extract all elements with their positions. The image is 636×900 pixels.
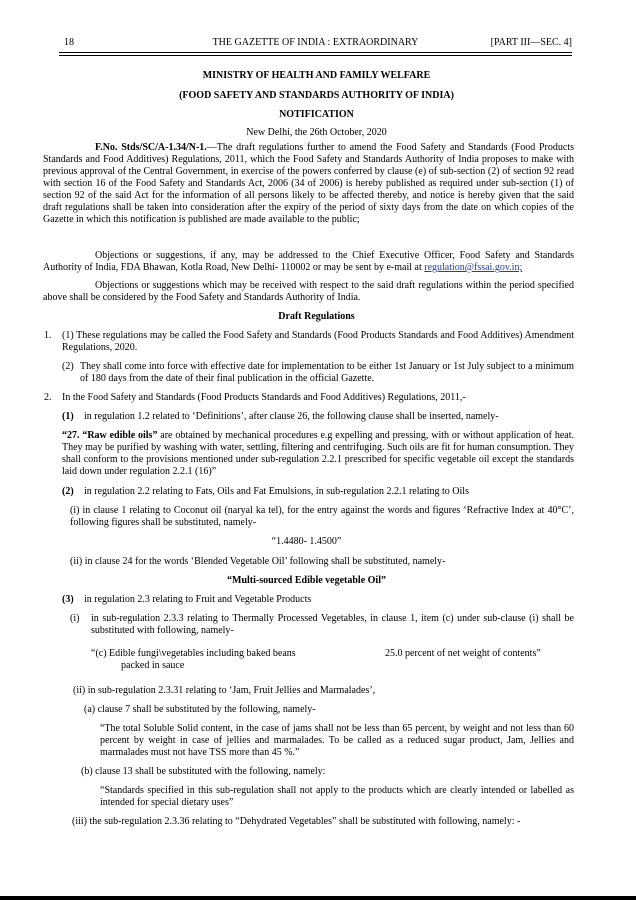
place-date: New Delhi, the 26th October, 2020 (246, 127, 387, 138)
part-section: [PART III—SEC. 4] (490, 37, 572, 48)
item-1-sub-2: They shall come into force with effective date for implementation to be either 1st January or 1st July subject to a minimum of 180 days from the date of their final publication in the official Gazette. (80, 361, 574, 384)
item-1-sub-2-number: (2) (62, 361, 74, 372)
clause-2-number: (2) (62, 486, 74, 497)
preamble-paragraph (43, 142, 574, 226)
item-2-intro: In the Food Safety and Standards (Food Products Standards and Food Additives) Regulations, 2011,- (62, 392, 466, 403)
item-2-number: 2. (44, 392, 52, 403)
item-1-sub-1: (1) These regulations may be called the Food Safety and Standards (Food Products Standards and Food Additives) Amendment Regulations, 2020. (62, 330, 574, 353)
clause-3-ii: (ii) in sub-regulation 2.3.31 relating to ‘Jam, Fruit Jellies and Marmalades’, (73, 685, 376, 696)
clause-2-text: in regulation 2.2 relating to Fats, Oils and Fat Emulsions, in sub-regulation 2.2.1 relating to Oils (84, 486, 469, 497)
definition-text: are obtained by mechanical procedures e.g expelling and pressing, with or without application of heat. They may be purified by washing with water, settling, filtering and centrifuging. Such oils are fit for human consumption. They shall conform to the provisions mentioned under sub-regulation 2.2.1 prescribed for specific vegetable oil except the standards laid down under regulation 2.2.1 (16)” (62, 430, 574, 477)
definition-term: “27. “Raw edible oils” (62, 430, 158, 441)
edible-fungi-item-cont: packed in sauce (121, 660, 185, 671)
header-rule (59, 52, 572, 53)
clause-2-ii: (ii) in clause 24 for the words ‘Blended Vegetable Oil’ following shall be substituted, namely- (70, 556, 446, 567)
clause-1-text: in regulation 1.2 related to ‘Definitions’, after clause 26, the following clause shall be inserted, namely- (84, 411, 499, 422)
raw-edible-oils-definition (62, 430, 574, 478)
page-number: 18 (64, 37, 74, 48)
refractive-index-value: “1.4480- 1.4500” (271, 536, 342, 547)
file-number: F.No. Stds/SC/A-1.34/N-1. (95, 142, 207, 153)
objections-text: Objections or suggestions, if any, may be addressed to the Chief Executive Officer, Food Safety and Standards Authority of India, FDA Bhawan, Kotla Road, New Delhi- 110002 or may be sent by e-mail at (43, 250, 574, 273)
authority-heading: (FOOD SAFETY AND STANDARDS AUTHORITY OF INDIA) (179, 90, 454, 101)
clause-3-iii: (iii) the sub-regulation 2.3.36 relating to “Dehydrated Vegetables” shall be substituted with following, namely: - (72, 816, 521, 827)
dietary-uses-text: “Standards specified in this sub-regulation shall not apply to the products which are clearly intended or labelled as intended for special dietary uses” (100, 785, 574, 808)
header-rule-thin (59, 55, 572, 56)
item-1-number: 1. (44, 330, 52, 341)
consideration-paragraph: Objections or suggestions which may be received with respect to the said draft regulations within the period specified above shall be considered by the Food Safety and Standards Authority of India. (43, 280, 574, 303)
ministry-heading: MINISTRY OF HEALTH AND FAMILY WELFARE (202, 70, 431, 81)
clause-3-number: (3) (62, 594, 74, 605)
clause-3-text: in regulation 2.3 relating to Fruit and Vegetable Products (84, 594, 312, 605)
email-link[interactable]: regulation@fssai.gov.in; (424, 262, 523, 273)
preamble-text: —The draft regulations further to amend the Food Safety and Standards (Food Products Standards and Food Additives) Regulations, 2011, which the Food Safety and Standards Authority of India proposes to make with previous approval of the Central Government, in exercise of the powers conferred by clause (e) of sub-section (2) of section 92 read with section 16 of the Food Safety and Standards Act, 2006 (34 of 2006) is hereby published as required under sub-section (1) of section 92 of the said Act for the information of all persons likely to be affected thereby, and notice is hereby given that the said draft regulations shall be taken into consideration after the expiry of the period of sixty days from the date on which copies of the Gazette in which this notification is published are made available to the public; (43, 142, 574, 225)
bottom-border (0, 896, 636, 900)
page-header (59, 37, 572, 51)
clause-1-number: (1) (62, 411, 74, 422)
multi-sourced-oil-value: “Multi-sourced Edible vegetable Oil” (227, 575, 386, 586)
clause-3-ii-b: (b) clause 13 shall be substituted with the following, namely: (81, 766, 326, 777)
gazette-title: THE GAZETTE OF INDIA : EXTRAORDINARY (212, 37, 419, 48)
clause-3-i-text: in sub-regulation 2.3.3 relating to Thermally Processed Vegetables, in clause 1, item (c) under sub-clause (i) shall be substituted with following, namely- (91, 613, 574, 636)
notification-heading: NOTIFICATION (279, 109, 354, 120)
tss-text: “The total Soluble Solid content, in the case of jams shall not be less than 65 percent, by weight and not less than 60 percent by weight in case of jellies and marmalades. To be called as a reduced sugar product, Jam, Jellies and marmalades must not have TSS more than 45 %.” (100, 723, 574, 758)
objections-paragraph (43, 250, 574, 274)
clause-3-ii-a: (a) clause 7 shall be substituted by the following, namely- (84, 704, 316, 715)
edible-fungi-item: “(c) Edible fungi\vegetables including baked beans (91, 648, 296, 659)
edible-fungi-value: 25.0 percent of net weight of contents” (385, 648, 541, 659)
clause-2-i: (i) in clause 1 relating to Coconut oil (naryal ka tel), for the entry against the words and figures ‘Refractive Index at 40°C’, following figures shall be substituted, namely- (70, 505, 574, 528)
clause-3-i-number: (i) (70, 613, 80, 624)
draft-regulations-title: Draft Regulations (278, 311, 355, 322)
